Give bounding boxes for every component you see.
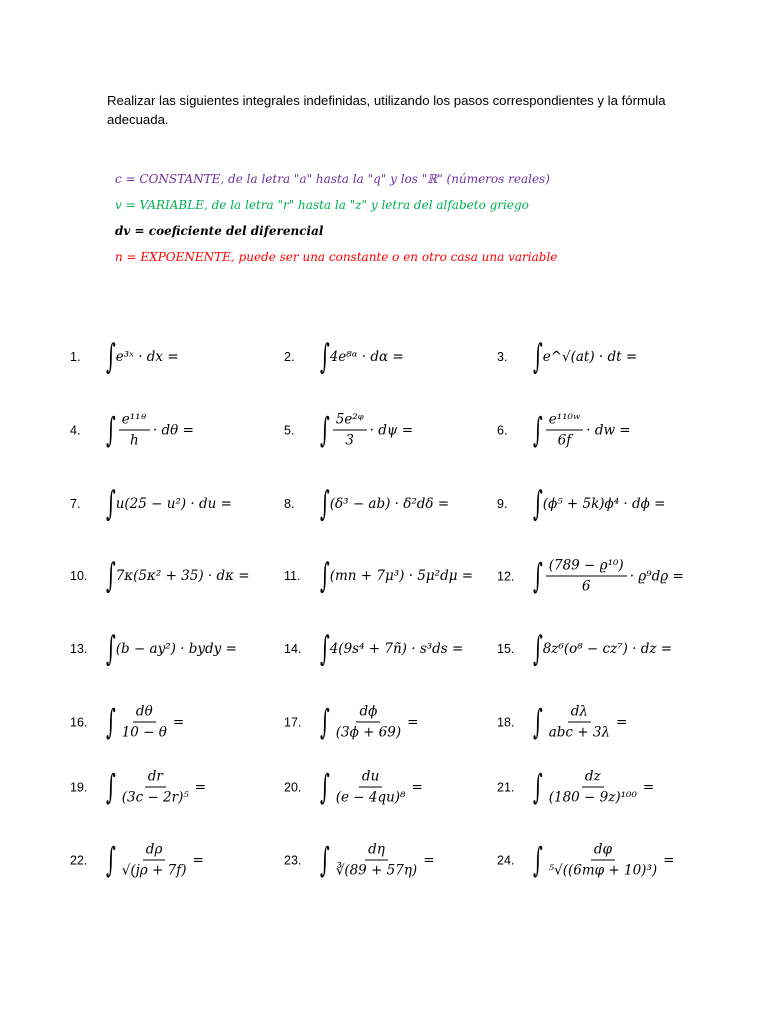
denominator: abc + 3λ bbox=[548, 724, 611, 741]
problem-number: 9. bbox=[497, 497, 508, 511]
integrand-tail: = bbox=[423, 852, 435, 868]
problem-number: 17. bbox=[284, 715, 302, 729]
integrand-tail: · dψ = bbox=[369, 422, 414, 438]
fraction bbox=[546, 558, 627, 595]
integrand-tail: · dw = bbox=[586, 422, 631, 438]
instructions-text: Realizar las siguientes integrales indefinidas, utilizando los pasos correspondientes y la fórmula adecuada. bbox=[107, 93, 666, 127]
problem-number: 6. bbox=[497, 423, 508, 437]
integrand: 4e⁸ᵅ · dα = bbox=[329, 349, 404, 365]
integrand: (δ³ − ab) · δ²dδ = bbox=[329, 496, 450, 512]
denominator: (3ϕ + 69) bbox=[335, 724, 402, 741]
integrand bbox=[330, 842, 435, 879]
problem-number: 4. bbox=[70, 423, 81, 437]
problem-21 bbox=[497, 769, 654, 806]
problem-8 bbox=[284, 484, 450, 524]
integral-sign-icon: ∫ bbox=[105, 767, 116, 807]
integral-sign-icon: ∫ bbox=[105, 484, 116, 524]
integrand bbox=[330, 769, 423, 806]
numerator: dr bbox=[145, 769, 166, 788]
integrand-tail: = bbox=[616, 714, 628, 730]
denominator: 6 bbox=[581, 578, 591, 595]
problem-number: 11. bbox=[284, 569, 301, 583]
integrand: (mn + 7μ³) · 5μ²dμ = bbox=[329, 568, 474, 584]
numerator: dθ bbox=[133, 704, 156, 723]
integral-sign-icon: ∫ bbox=[532, 410, 543, 450]
problem-number: 1. bbox=[70, 350, 81, 364]
problem-5 bbox=[284, 412, 413, 449]
problem-number: 20. bbox=[284, 780, 302, 794]
integral-sign-icon: ∫ bbox=[319, 556, 330, 596]
numerator: du bbox=[359, 769, 382, 788]
problem-14 bbox=[284, 629, 464, 669]
problem-number: 7. bbox=[70, 497, 81, 511]
integrand: 7κ(5κ² + 35) · dκ = bbox=[115, 568, 250, 584]
integral-sign-icon: ∫ bbox=[532, 556, 543, 596]
problem-16 bbox=[70, 704, 184, 741]
integral-sign-icon: ∫ bbox=[105, 556, 116, 596]
integrand: (ϕ⁵ + 5k)ϕ⁴ · dϕ = bbox=[542, 496, 666, 512]
problem-1 bbox=[70, 337, 179, 377]
problem-24 bbox=[497, 842, 674, 879]
denominator: (e − 4qu)⁸ bbox=[335, 789, 406, 806]
integral-sign-icon: ∫ bbox=[319, 410, 330, 450]
fraction bbox=[119, 842, 190, 879]
integral-sign-icon: ∫ bbox=[319, 702, 330, 742]
integral-sign-icon: ∫ bbox=[319, 484, 330, 524]
problem-number: 13. bbox=[70, 642, 88, 656]
integral-sign-icon: ∫ bbox=[319, 629, 330, 669]
integral-sign-icon: ∫ bbox=[532, 629, 543, 669]
integral-sign-icon: ∫ bbox=[532, 484, 543, 524]
fraction bbox=[333, 842, 420, 879]
integrand-tail: = bbox=[192, 852, 204, 868]
problem-number: 24. bbox=[497, 853, 515, 867]
integrand bbox=[543, 412, 631, 449]
fraction bbox=[333, 412, 367, 449]
integrand-tail: = bbox=[642, 779, 655, 795]
problem-20 bbox=[284, 769, 423, 806]
fraction bbox=[119, 412, 150, 449]
problem-number: 21. bbox=[497, 780, 515, 794]
problem-number: 19. bbox=[70, 780, 88, 794]
problem-2 bbox=[284, 337, 404, 377]
integral-sign-icon: ∫ bbox=[532, 702, 543, 742]
problem-number: 22. bbox=[70, 853, 88, 867]
integral-sign-icon: ∫ bbox=[105, 337, 116, 377]
numerator: dη bbox=[365, 842, 388, 861]
integrand: e³ˣ · dx = bbox=[115, 349, 179, 365]
denominator: ∛(89 + 57η) bbox=[335, 862, 418, 879]
problem-6 bbox=[497, 412, 631, 449]
problem-11 bbox=[284, 556, 474, 596]
problem-19 bbox=[70, 769, 206, 806]
problem-17 bbox=[284, 704, 418, 741]
integrand: e^√(at) · dt = bbox=[542, 349, 638, 365]
problem-number: 2. bbox=[284, 350, 295, 364]
integrand bbox=[543, 769, 654, 806]
integrand-tail: = bbox=[663, 852, 675, 868]
denominator: (3c − 2r)⁵ bbox=[121, 789, 189, 806]
fraction bbox=[546, 842, 660, 879]
numerator: 5e²ᵠ bbox=[333, 412, 367, 431]
problem-22 bbox=[70, 842, 204, 879]
integral-sign-icon: ∫ bbox=[532, 337, 543, 377]
integral-sign-icon: ∫ bbox=[105, 702, 116, 742]
numerator: dϕ bbox=[356, 704, 380, 723]
problem-3 bbox=[497, 337, 638, 377]
fraction bbox=[333, 769, 409, 806]
problem-number: 23. bbox=[284, 853, 302, 867]
integrand bbox=[543, 704, 628, 741]
integrand-tail: = bbox=[407, 714, 419, 730]
denominator: ⁵√((6mφ + 10)³) bbox=[548, 862, 658, 879]
problem-number: 12. bbox=[497, 569, 515, 583]
denominator: 6f bbox=[557, 432, 572, 449]
problem-13 bbox=[70, 629, 237, 669]
integrand: 8z⁶(o⁸ − cz⁷) · dz = bbox=[542, 641, 673, 657]
fraction bbox=[546, 412, 584, 449]
integral-sign-icon: ∫ bbox=[532, 767, 543, 807]
fraction bbox=[119, 704, 170, 741]
integrand-tail: = bbox=[194, 779, 207, 795]
integrand bbox=[116, 769, 206, 806]
problem-number: 14. bbox=[284, 642, 302, 656]
problem-4 bbox=[70, 412, 194, 449]
problem-number: 3. bbox=[497, 350, 508, 364]
numerator: dz bbox=[582, 769, 604, 788]
numerator: (789 − ϱ¹⁰) bbox=[546, 558, 627, 577]
denominator: h bbox=[129, 432, 139, 449]
problem-12 bbox=[497, 558, 684, 595]
integral-sign-icon: ∫ bbox=[105, 840, 116, 880]
integral-sign-icon: ∫ bbox=[319, 767, 330, 807]
integral-sign-icon: ∫ bbox=[319, 840, 330, 880]
problem-number: 18. bbox=[497, 715, 515, 729]
integrand-tail: = bbox=[172, 714, 185, 730]
integrand: (b − ay²) · bydy = bbox=[115, 641, 237, 657]
problem-9 bbox=[497, 484, 666, 524]
integrand-tail: · ϱ⁹dϱ = bbox=[629, 568, 684, 584]
legend-variable: v = VARIABLE, de la letra "r" hasta la "z" y letra del alfabeto griego bbox=[115, 198, 529, 212]
problem-7 bbox=[70, 484, 232, 524]
integrand bbox=[330, 412, 413, 449]
integrand: 4(9s⁴ + 7ñ) · s³ds = bbox=[329, 641, 464, 657]
denominator: (180 − 9z)¹⁰⁰ bbox=[548, 789, 637, 806]
integrand bbox=[116, 412, 194, 449]
denominator: 10 − θ bbox=[121, 724, 167, 741]
problem-number: 10. bbox=[70, 569, 88, 583]
denominator: 3 bbox=[345, 432, 354, 449]
problem-18 bbox=[497, 704, 627, 741]
legend-differential: dv = coeficiente del diferencial bbox=[115, 224, 324, 238]
problem-23 bbox=[284, 842, 435, 879]
integrand bbox=[116, 842, 204, 879]
integrand: u(25 − u²) · du = bbox=[115, 496, 232, 512]
fraction bbox=[333, 704, 404, 741]
problem-number: 15. bbox=[497, 642, 515, 656]
fraction bbox=[546, 704, 613, 741]
integrand bbox=[543, 558, 684, 595]
problem-number: 5. bbox=[284, 423, 295, 437]
problem-number: 8. bbox=[284, 497, 295, 511]
numerator: e¹¹ᶿ bbox=[119, 412, 150, 431]
numerator: dλ bbox=[568, 704, 591, 723]
numerator: dρ bbox=[143, 842, 166, 861]
problem-15 bbox=[497, 629, 673, 669]
integral-sign-icon: ∫ bbox=[532, 840, 543, 880]
integral-sign-icon: ∫ bbox=[319, 337, 330, 377]
integrand bbox=[330, 704, 419, 741]
integrand bbox=[116, 704, 185, 741]
legend-exponent: n = EXPOENENTE, puede ser una constante o en otro casa una variable bbox=[115, 250, 558, 264]
integral-sign-icon: ∫ bbox=[105, 629, 116, 669]
integrand-tail: · dθ = bbox=[152, 422, 194, 438]
numerator: dφ bbox=[591, 842, 615, 861]
integrand bbox=[543, 842, 675, 879]
problem-number: 16. bbox=[70, 715, 88, 729]
numerator: e¹¹⁰ʷ bbox=[546, 412, 584, 431]
integrand-tail: = bbox=[411, 779, 423, 795]
fraction bbox=[546, 769, 640, 806]
denominator: √(jρ + 7f) bbox=[121, 862, 187, 879]
integral-sign-icon: ∫ bbox=[105, 410, 116, 450]
legend-constant: c = CONSTANTE, de la letra "a" hasta la "q" y los "ℝ" (números reales) bbox=[115, 172, 550, 186]
problem-10 bbox=[70, 556, 250, 596]
fraction bbox=[119, 769, 192, 806]
